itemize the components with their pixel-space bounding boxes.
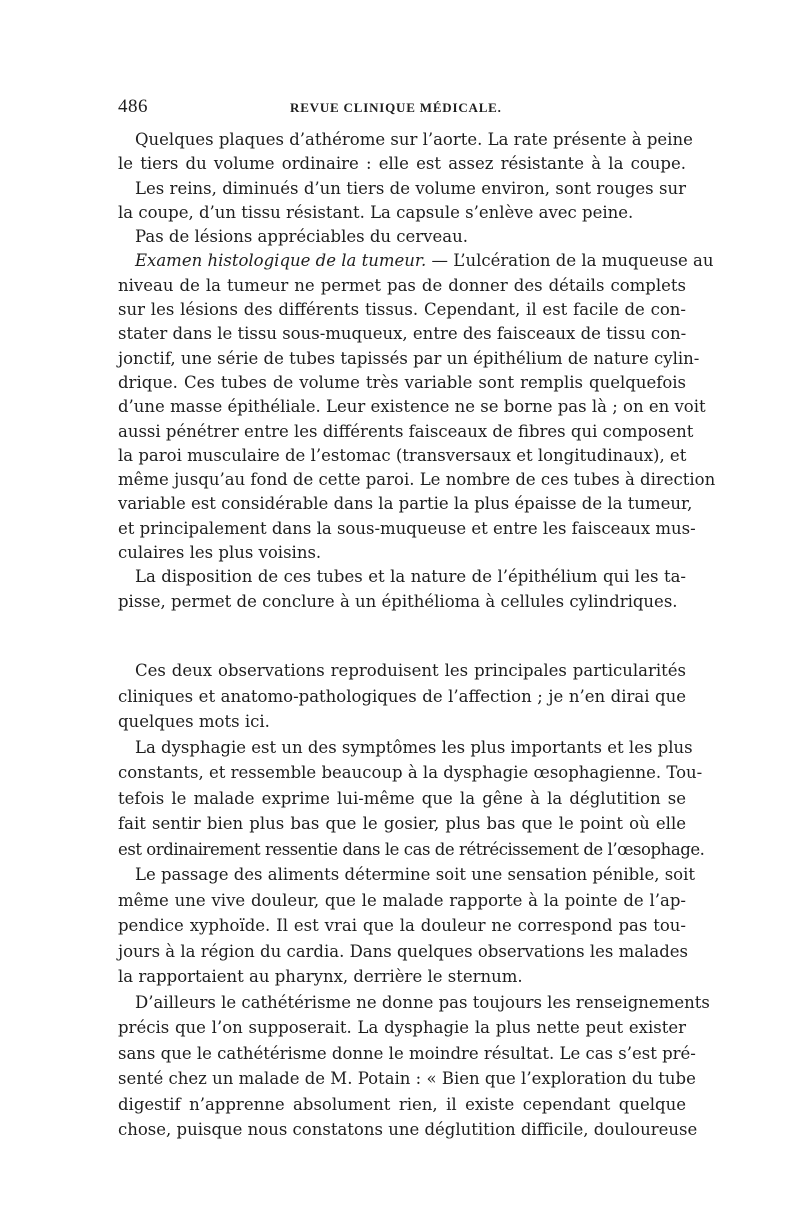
- first-text-block: [118, 128, 716, 614]
- text-line: pisse, permet de conclure à un épithélioma à cellules cylindriques.: [118, 591, 678, 611]
- text-line: cliniques et anatomo-pathologiques de l’affection ; je n’en dirai que: [118, 686, 686, 706]
- text-line: jonctif, une série de tubes tapissés par un épithélium de nature cylin-: [118, 348, 700, 368]
- text-line: constants, et ressemble beaucoup à la dysphagie œsophagienne. Tou-: [118, 763, 703, 782]
- second-text-block: [118, 658, 710, 1143]
- text-line: fait sentir bien plus bas que le gosier, plus bas que le point où elle: [118, 814, 686, 833]
- text-line: senté chez un malade de M. Potain : « Bien que l’exploration du tube: [118, 1069, 696, 1088]
- text-line: stater dans le tissu sous-muqueux, entre des faisceaux de tissu con-: [118, 324, 687, 344]
- page-header: [118, 96, 686, 120]
- text-line: niveau de la tumeur ne permet pas de donner des détails complets: [118, 275, 686, 295]
- exam-line-rest: — L’ulcération de la muqueuse au: [426, 251, 714, 271]
- text-line: La dysphagie est un des symptômes les plus importants et les plus: [135, 737, 693, 757]
- page-number: 486: [118, 96, 148, 117]
- text-line: même une vive douleur, que le malade rapporte à la pointe de l’ap-: [118, 890, 686, 910]
- text-line: pendice xyphoïde. Il est vrai que la douleur ne correspond pas tou-: [118, 916, 686, 935]
- text-line: Les reins, diminués d’un tiers de volume environ, sont rouges sur: [135, 178, 686, 198]
- text-line: La disposition de ces tubes et la nature de l’épithélium qui les ta-: [135, 567, 686, 587]
- text-line: sur les lésions des différents tissus. Cependant, il est facile de con-: [118, 300, 686, 320]
- text-line: jours à la région du cardia. Dans quelques observations les malades: [118, 941, 688, 961]
- text-line: le tiers du volume ordinaire : elle est assez résistante à la coupe.: [118, 154, 686, 174]
- text-line: D’ailleurs le cathétérisme ne donne pas toujours les renseignements: [135, 992, 710, 1012]
- text-line: et principalement dans la sous-muqueuse et entre les faisceaux mus-: [118, 518, 696, 538]
- text-line: Pas de lésions appréciables du cerveau.: [135, 227, 468, 247]
- text-line: est ordinairement ressentie dans le cas de rétrécissement de l’œsophage.: [118, 839, 705, 859]
- text-line: culaires les plus voisins.: [118, 543, 322, 563]
- text-line: aussi pénétrer entre les différents faisceaux de fibres qui composent: [118, 421, 694, 441]
- text-line: quelques mots ici.: [118, 712, 270, 731]
- text-line: d’une masse épithéliale. Leur existence ne se borne pas là ; on en voit: [118, 397, 706, 417]
- text-line: drique. Ces tubes de volume très variable sont remplis quelquefois: [118, 372, 686, 392]
- text-line: la coupe, d’un tissu résistant. La capsule s’enlève avec peine.: [118, 202, 634, 222]
- text-line: même jusqu’au fond de cette paroi. Le nombre de ces tubes à direction: [118, 470, 716, 490]
- text-line: variable est considérable dans la partie la plus épaisse de la tumeur,: [118, 494, 693, 514]
- text-line: Quelques plaques d’athérome sur l’aorte. La rate présente à peine: [135, 130, 693, 149]
- text-line: la paroi musculaire de l’estomac (transversaux et longitudinaux), et: [118, 445, 687, 465]
- text-line: Le passage des aliments détermine soit une sensation pénible, soit: [135, 865, 696, 884]
- running-head: REVUE CLINIQUE MÉDICALE.: [290, 100, 502, 115]
- text-line: Ces deux observations reproduisent les principales particularités: [135, 661, 686, 680]
- text-line: tefois le malade exprime lui-même que la gêne à la déglutition se: [118, 788, 686, 808]
- text-line: la rapportaient au pharynx, derrière le sternum.: [118, 967, 523, 986]
- text-line: chose, puisque nous constatons une déglutition difficile, douloureuse: [118, 1120, 698, 1139]
- text-line: précis que l’on supposerait. La dysphagie la plus nette peut exister: [118, 1018, 686, 1037]
- exam-line: [118, 249, 714, 273]
- text-line: sans que le cathétérisme donne le moindre résultat. Le cas s’est pré-: [118, 1043, 696, 1063]
- exam-heading: Examen histologique de la tumeur.: [135, 251, 427, 271]
- text-line: digestif n’apprenne absolument rien, il existe cependant quelque: [118, 1094, 686, 1114]
